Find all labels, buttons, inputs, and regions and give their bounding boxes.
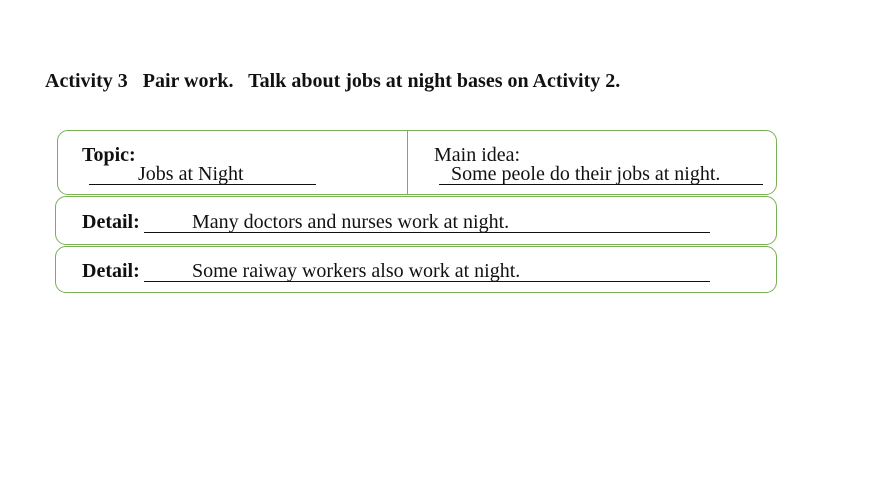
detail-answer: Many doctors and nurses work at night. xyxy=(192,211,510,233)
detail-box xyxy=(55,196,777,245)
topic-answer: Jobs at Night xyxy=(138,163,244,185)
task-type: Pair work. xyxy=(142,70,234,92)
topic-label: Topic: xyxy=(82,144,136,166)
detail-label: Detail: xyxy=(82,260,140,282)
column-divider xyxy=(407,131,408,194)
main-idea-label: Main idea: xyxy=(434,144,521,166)
detail-answer: Some raiway workers also work at night. xyxy=(192,260,521,282)
activity-number: Activity 3 xyxy=(45,70,128,92)
detail-box xyxy=(55,246,777,293)
topic-main-idea-box xyxy=(57,130,777,195)
activity-heading xyxy=(45,70,620,93)
detail-label: Detail: xyxy=(82,211,140,233)
main-idea-answer: Some peole do their jobs at night. xyxy=(451,163,721,185)
activity-instruction: Talk about jobs at night bases on Activity 2. xyxy=(248,70,621,92)
